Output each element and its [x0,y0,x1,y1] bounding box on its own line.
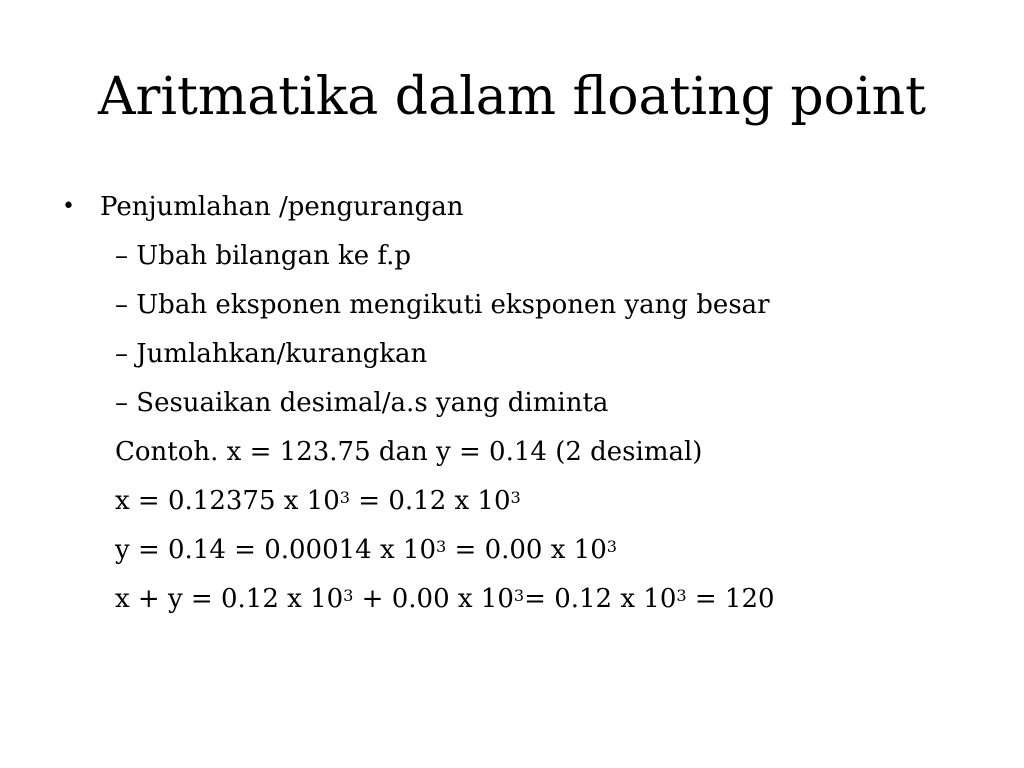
sub-item-ubah-eksponen: – Ubah eksponen mengikuti eksponen yang besar [115,290,770,320]
example-line-x-b: = 0.12 x 10 [350,486,511,516]
level1-item-penjumlahan: Penjumlahan /pengurangan [100,192,464,222]
example-line-sum [115,582,775,616]
example-line-y-b: = 0.00 x 10 [446,535,607,565]
sub-item-ubah-bilangan: – Ubah bilangan ke f.p [115,241,412,271]
exponent: 3 [510,488,521,508]
example-line-x [115,484,521,518]
exponent: 3 [436,537,447,557]
example-line-sum-a: x + y = 0.12 x 10 [115,584,344,614]
exponent: 3 [606,537,617,557]
example-line-y [115,533,617,567]
example-line-y-a: y = 0.14 = 0.00014 x 10 [115,535,437,565]
exponent: 3 [339,488,351,508]
example-line-x-a: x = 0.12375 x 10 [115,486,340,516]
slide-title: Aritmatika dalam floating point [97,67,926,127]
exponent: 3 [676,586,687,606]
example-line-sum-b: + 0.00 x 10 [353,584,514,614]
exponent: 3 [513,586,525,606]
sub-item-jumlahkan: – Jumlahkan/kurangkan [115,339,428,369]
bullet-icon: • [62,194,75,219]
example-intro: Contoh. x = 123.75 dan y = 0.14 (2 desimal) [115,437,703,467]
example-line-sum-d: = 120 [686,584,775,614]
example-line-sum-c: = 0.12 x 10 [524,584,677,614]
exponent: 3 [343,586,354,606]
sub-item-sesuaikan: – Sesuaikan desimal/a.s yang diminta [115,388,609,418]
